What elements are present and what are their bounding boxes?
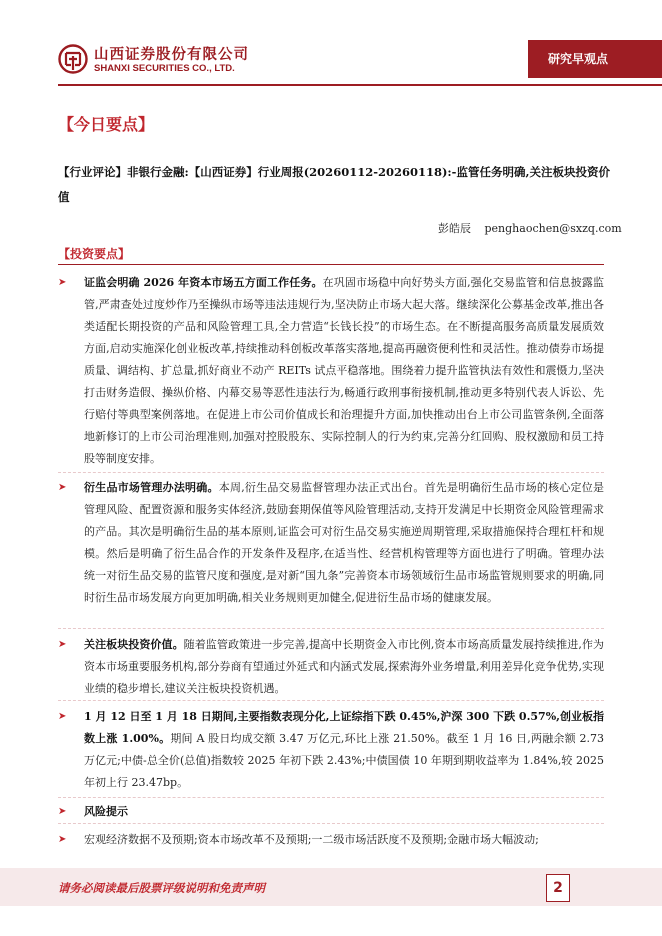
bullet-item <box>58 634 604 700</box>
invest-points-label: 【投资要点】 <box>58 247 131 261</box>
bullet-lead: 风险提示 <box>84 805 128 818</box>
arrow-bullet-icon: ➤ <box>58 482 67 493</box>
page-header <box>0 0 662 86</box>
risk-item <box>58 829 604 851</box>
arrow-bullet-icon: ➤ <box>58 806 67 817</box>
risk-heading <box>58 801 604 823</box>
bullet-text: 宏观经济数据不及预期;资本市场改革不及预期;一二级市场活跃度不及预期;金融市场大幅波动; <box>84 833 539 846</box>
invest-points-divider <box>58 264 604 265</box>
section-title: 【今日要点】 <box>58 115 155 134</box>
author-name: 彭皓辰 <box>438 222 471 235</box>
arrow-bullet-icon: ➤ <box>58 711 67 722</box>
report-title[interactable]: 【行业评论】非银行金融:【山西证券】行业周报(20260112-20260118):-监管任务明确,关注板块投资价值 <box>58 165 610 204</box>
header-divider <box>58 84 662 86</box>
company-logo-icon <box>58 44 88 74</box>
header-tag: 研究早观点 <box>528 40 662 78</box>
bullet-text: 随着监管政策进一步完善,提高中长期资金入市比例,资本市场高质量发展持续推进,作为资本市场重要服务机构,部分券商有望通过外延式和内涵式发展,探索海外业务增量,利用差异化竞争优势,实现业绩的稳步增长,建议关注板块投资机遇。 <box>84 638 604 695</box>
arrow-bullet-icon: ➤ <box>58 277 67 288</box>
bullet-separator <box>58 823 604 825</box>
bullet-text: 在巩固市场稳中向好势头方面,强化交易监管和信息披露监管,严肃查处过度炒作乃至操纵市场等违法违规行为,坚决防止市场大起大落。继续深化公募基金改革,推出各类适配长期投资的产品和风险管理工具,全力营造“长钱长投”的市场生态。在不断提高服务高质量发展质效方面,启动实施深化创业板改革,持续推动科创板改革落实落地,提高再融资便利性和灵活性。推动债券市场提质量、调结构、扩总量,抓好商业不动产 REITs 试点平稳落地。围绕着力提升监管执法有效性和震慑力,坚决打击财务造假、操纵价格、内幕交易等恶性违法行为,畅通行政刑事衔接机制,推动更多特别代表人诉讼、先行赔付等典型案例落地。在促进上市公司价值成长和治理提升方面,加快推动出台上市公司监管条例,全面落地新修订的上市公司治理准则,加强对控股股东、实际控制人的行为约束,完善分红回购、股权激励和员工持股等制度安排。 <box>84 276 604 465</box>
bullet-text: 期间 A 股日均成交额 3.47 万亿元,环比上涨 21.50%。截至 1 月 16 日,两融余额 2.73 万亿元;中债-总全价(总值)指数较 2025 年初下跌 2.43%;中债国债 10 年期到期收益率为 1.84%,较 2025 年初上行 23.47bp。 <box>84 732 604 789</box>
bullet-item <box>58 272 604 470</box>
footer-disclaimer[interactable]: 请务必阅读最后股票评级说明和免责声明 <box>58 881 265 895</box>
bullet-lead: 1 月 12 日至 1 月 18 日期间,主要指数表现分化,上证综指下跌 0.45%,沪深 300 下跌 0.57%,创业板指数上涨 1.00%。 <box>84 710 604 745</box>
company-name-cn: 山西证券股份有限公司 <box>94 47 249 63</box>
author-line <box>438 220 632 236</box>
bullet-item <box>58 706 604 794</box>
bullet-separator <box>58 628 604 630</box>
arrow-bullet-icon: ➤ <box>58 834 67 845</box>
author-email[interactable]: penghaochen@sxzq.com <box>484 222 622 235</box>
bullet-lead: 关注板块投资价值。 <box>84 638 184 651</box>
page-number: 2 <box>546 874 570 902</box>
bullet-lead: 证监会明确 2026 年资本市场五方面工作任务。 <box>84 276 323 289</box>
bullet-text: 本周,衍生品交易监督管理办法正式出台。首先是明确衍生品市场的核心定位是管理风险、配置资源和服务实体经济,鼓励套期保值等风险管理活动,支持开发满足中长期资金风险管理需求的产品。其次是明确衍生品的基本原则,证监会可对衍生品交易实施逆周期管理,采取措施保持合理杠杆和规模。然后是明确了衍生品合作的开发条件及程序,在适当性、经营机构管理等方面也进行了明确。管理办法统一对衍生品交易的监管尺度和强度,是对新“国九条”完善资本市场领域衍生品市场监管规则要求的明确,同时衍生品市场发展方向更加明确,相关业务规则更加健全,促进衍生品市场的健康发展。 <box>84 481 605 604</box>
bullet-item <box>58 477 604 609</box>
bullet-lead: 衍生品市场管理办法明确。 <box>84 481 219 494</box>
bullet-separator <box>58 472 604 474</box>
bullet-separator <box>58 797 604 799</box>
company-name-en: SHANXI SECURITIES CO., LTD. <box>94 63 235 74</box>
bullet-separator <box>58 700 604 702</box>
arrow-bullet-icon: ➤ <box>58 639 67 650</box>
